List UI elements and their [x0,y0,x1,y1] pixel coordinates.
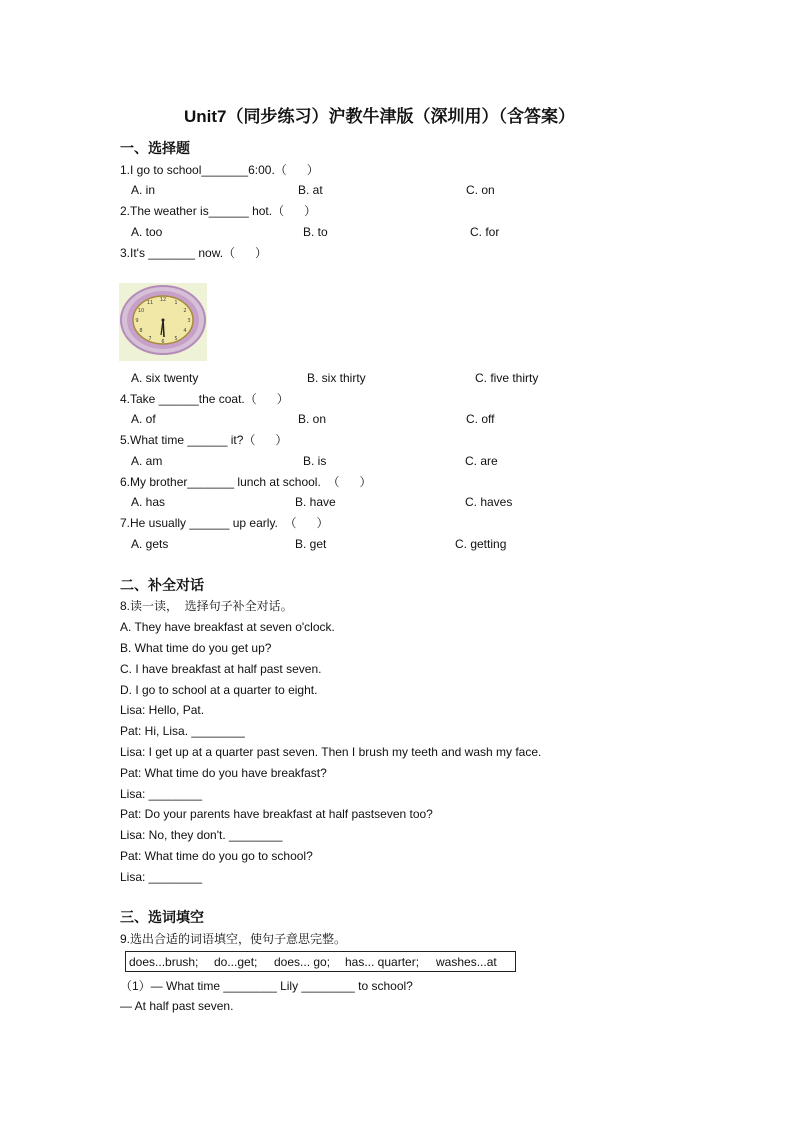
word-bank-item: does... go; [274,955,331,969]
dialogue-line: Pat: Hi, Lisa. ________ [120,724,245,738]
word-bank-item: has... quarter; [345,955,420,969]
dialogue-line: Lisa: Hello, Pat. [120,703,205,717]
option-a: A. am [131,454,163,468]
dialogue-line: Lisa: I get up at a quarter past seven. Then I brush my teeth and wash my face. [120,745,542,759]
option-c: C. off [466,412,495,426]
svg-text:2: 2 [183,308,187,314]
svg-text:7: 7 [148,336,152,342]
section-heading: 三、选词填空 [120,909,204,925]
option-a: A. gets [131,537,169,551]
option-b: B. to [303,225,328,239]
svg-text:6: 6 [161,339,165,345]
question-instruction: 8.读一读， 选择句子补全对话。 [120,599,293,613]
option-c: C. five thirty [475,371,539,385]
dialogue-line: Lisa: ________ [120,787,203,801]
dialogue-line: Pat: Do your parents have breakfast at half pastseven too? [120,807,433,821]
option-c: C. on [466,183,495,197]
option-c: C. are [465,454,498,468]
dialogue-line: Pat: What time do you go to school? [120,849,313,863]
option-b: B. on [298,412,327,426]
fill-question: （1）— What time ________ Lily ________ to school? [120,979,413,993]
word-bank-item: washes...at [436,955,497,969]
svg-text:8: 8 [139,328,143,334]
word-bank-item: do...get; [214,955,258,969]
svg-text:12: 12 [159,297,167,303]
option-a: A. of [131,412,156,426]
question-stem: 4.Take ______the coat.（ ） [120,392,289,406]
option-c: C. getting [455,537,507,551]
section-heading: 一、选择题 [120,140,190,156]
question-stem: 7.He usually ______ up early. （ ） [120,516,329,530]
dialogue-option: B. What time do you get up? [120,641,272,655]
question-stem: 3.It's _______ now.（ ） [120,246,268,260]
page-title: Unit7（同步练习）沪教牛津版（深圳用）（含答案） [184,107,575,126]
svg-text:9: 9 [135,318,139,324]
option-a: A. in [131,183,156,197]
word-bank-item: does...brush; [129,955,199,969]
svg-text:4: 4 [183,328,187,334]
dialogue-option: C. I have breakfast at half past seven. [120,662,322,676]
option-b: B. have [295,495,336,509]
svg-text:3: 3 [187,318,191,324]
option-a: A. too [131,225,163,239]
dialogue-option: A. They have breakfast at seven o'clock. [120,620,335,634]
option-b: B. get [295,537,327,551]
option-b: B. is [303,454,327,468]
clock-image [119,283,207,361]
question-stem: 2.The weather is______ hot.（ ） [120,204,317,218]
dialogue-line: Pat: What time do you have breakfast? [120,766,327,780]
word-bank-box [125,951,516,972]
dialogue-option: D. I go to school at a quarter to eight. [120,683,318,697]
option-b: B. six thirty [307,371,366,385]
option-c: C. for [470,225,500,239]
option-b: B. at [298,183,323,197]
section-heading: 二、补全对话 [120,577,204,593]
svg-text:11: 11 [146,300,154,306]
question-stem: 6.My brother_______ lunch at school. （ ） [120,475,372,489]
option-a: A. has [131,495,166,509]
svg-text:1: 1 [174,300,178,306]
option-a: A. six twenty [131,371,199,385]
svg-text:10: 10 [137,308,145,314]
dialogue-line: Lisa: No, they don't. ________ [120,828,283,842]
dialogue-line: Lisa: ________ [120,870,203,884]
svg-text:5: 5 [174,336,178,342]
option-c: C. haves [465,495,513,509]
question-stem: 5.What time ______ it?（ ） [120,433,288,447]
fill-answer: — At half past seven. [120,999,234,1013]
question-instruction: 9.选出合适的词语填空，使句子意思完整。 [120,932,347,946]
question-stem: 1.I go to school_______6:00.（ ） [120,163,319,177]
